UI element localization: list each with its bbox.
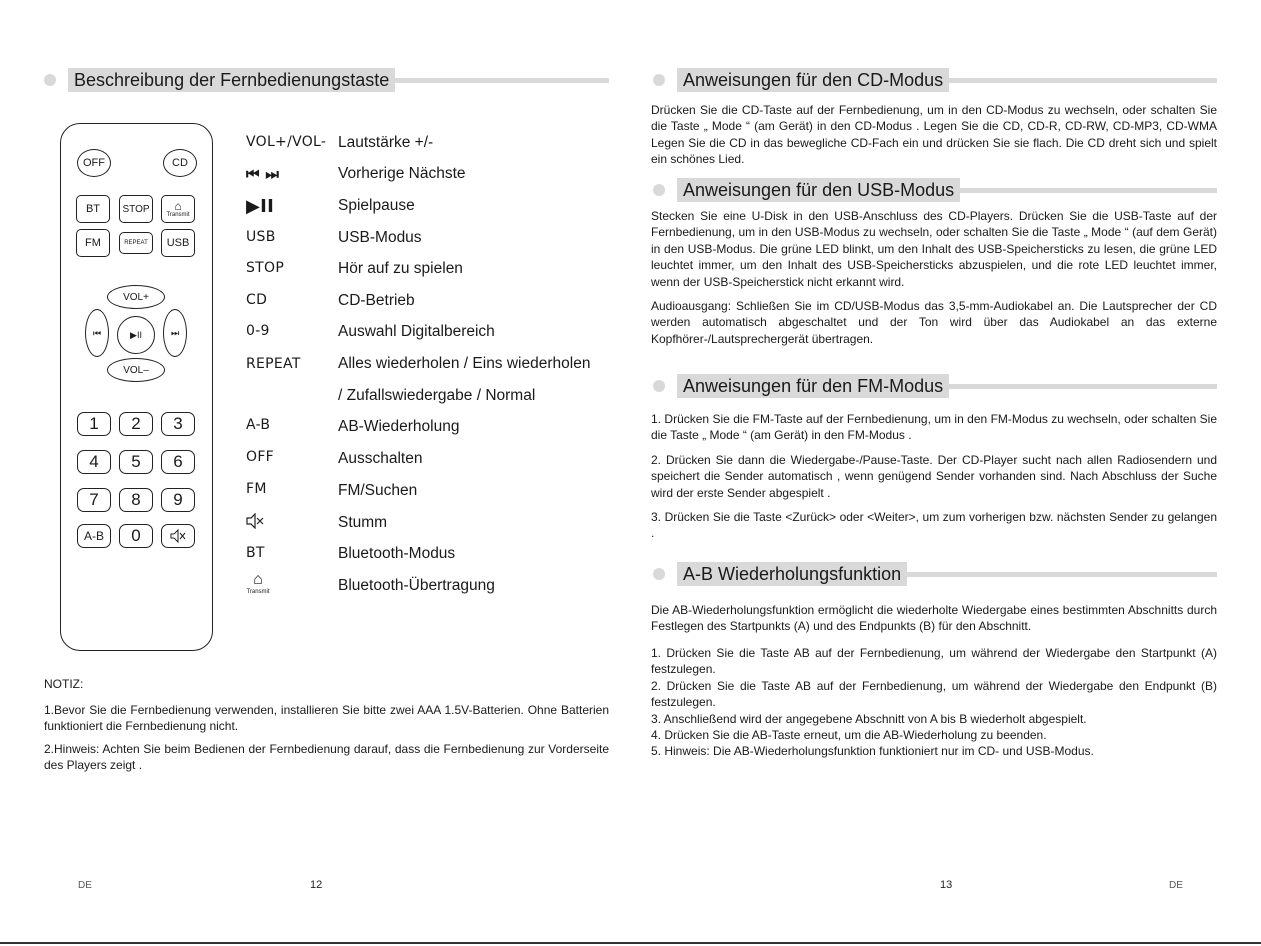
bullet-dot bbox=[653, 74, 665, 86]
heading-label: A-B Wiederholungsfunktion bbox=[677, 562, 907, 586]
note-2: 2.Hinweis: Achten Sie beim Bedienen der Fernbedienung darauf, dass die Fernbedienung zur Vorderseite des Players zeigt . bbox=[44, 742, 609, 773]
key-digits: 0-9 bbox=[246, 323, 270, 339]
key-mute-desc: Stumm bbox=[338, 514, 388, 531]
bullet-dot bbox=[653, 184, 665, 196]
transmit-key-label: Transmit bbox=[246, 589, 270, 595]
section-heading-usb bbox=[653, 178, 1217, 202]
heading-rule bbox=[949, 384, 1217, 389]
heading-label: Anweisungen für den CD-Modus bbox=[677, 68, 949, 92]
key-fm: FM bbox=[246, 481, 267, 497]
remote-key-1: 1 bbox=[77, 412, 111, 436]
key-ab: A-B bbox=[246, 417, 271, 433]
ab-step-3: 3. Anschließend wird der angegebene Abschnitt von A bis B wiederholt abgespielt. bbox=[651, 712, 1087, 726]
remote-key-5: 5 bbox=[119, 450, 153, 474]
key-prev-next-desc: Vorherige Nächste bbox=[338, 165, 466, 182]
remote-repeat-button: REPEAT bbox=[119, 232, 153, 254]
remote-vol-plus-button: VOL+ bbox=[107, 285, 165, 309]
mute-key-icon bbox=[246, 513, 264, 534]
remote-transmit-button bbox=[161, 195, 195, 223]
remote-prev-button bbox=[85, 309, 109, 357]
notiz-title: NOTIZ: bbox=[44, 677, 84, 691]
remote-next-button bbox=[163, 309, 187, 357]
key-bt: BT bbox=[246, 545, 265, 561]
page-number-left: 12 bbox=[310, 879, 323, 891]
remote-key-6: 6 bbox=[161, 450, 195, 474]
key-usb: USB bbox=[246, 229, 276, 245]
key-repeat-desc: Alles wiederholen / Eins wiederholen bbox=[338, 355, 591, 372]
remote-ab-button: A-B bbox=[77, 524, 111, 548]
transmit-key-icon: ⌂ Transmit bbox=[242, 572, 274, 596]
transmit-icon: ⌂ bbox=[174, 198, 182, 213]
bullet-dot bbox=[653, 568, 665, 580]
remote-vol-minus-button: VOL– bbox=[107, 358, 165, 382]
remote-cd-button: CD bbox=[163, 149, 197, 177]
remote-key-2: 2 bbox=[119, 412, 153, 436]
key-stop-desc: Hör auf zu spielen bbox=[338, 260, 463, 277]
remote-key-4: 4 bbox=[77, 450, 111, 474]
heading-rule bbox=[960, 188, 1217, 193]
key-bt-desc: Bluetooth-Modus bbox=[338, 545, 456, 562]
key-vol-desc: Lautstärke +/- bbox=[338, 134, 434, 151]
key-ab-desc: AB-Wiederholung bbox=[338, 418, 460, 435]
section-heading-cd bbox=[653, 68, 1217, 92]
heading-rule bbox=[907, 572, 1217, 577]
key-transmit-desc: Bluetooth-Übertragung bbox=[338, 577, 495, 594]
footer-lang-left: DE bbox=[78, 880, 92, 891]
remote-usb-button: USB bbox=[161, 229, 195, 257]
prev-next-icons: ⏮ ⏭ bbox=[246, 165, 280, 183]
key-usb-desc: USB-Modus bbox=[338, 229, 422, 246]
remote-key-8: 8 bbox=[119, 488, 153, 512]
ab-step-5: 5. Hinweis: Die AB-Wiederholungsfunktion funktioniert nur im CD- und USB-Modus. bbox=[651, 744, 1094, 758]
remote-stop-button: STOP bbox=[119, 195, 153, 223]
remote-bt-button: BT bbox=[76, 195, 110, 223]
prev-icon: ⏮ bbox=[92, 327, 102, 338]
bullet-dot bbox=[44, 74, 56, 86]
usb-text: Stecken Sie eine U-Disk in den USB-Anschluss des CD-Players. Drücken Sie die USB-Taste auf der Fernbedienung, um in den USB-Modus zu wechseln, oder schalten Sie die Taste „ Mode “ (auf dem Gerät) in den USB-Modus. Die grüne LED blinkt, um den Inhalt des USB-Speichersticks zu lesen, die grüne LED leuchtet immer, um den Inhalt des USB-Speichersticks abzuspielen, und die rote LED leuchtet immer, wenn der USB-Speicherstick nicht erkannt wird. bbox=[651, 209, 1217, 289]
key-off: OFF bbox=[246, 449, 275, 465]
key-cd-desc: CD-Betrieb bbox=[338, 292, 415, 309]
play-pause-key-icon: ▶II bbox=[246, 196, 275, 217]
remote-key-3: 3 bbox=[161, 412, 195, 436]
heading-rule bbox=[949, 78, 1217, 83]
ab-intro: Die AB-Wiederholungsfunktion ermöglicht die wiederholte Wiedergabe eines bestimmten Abschnitts durch Festlegen des Startpunkts (A) und des Endpunkts (B) für den Abschnitt. bbox=[651, 603, 1217, 634]
heading-label: Anweisungen für den FM-Modus bbox=[677, 374, 949, 398]
key-fm-desc: FM/Suchen bbox=[338, 482, 418, 499]
page-number-right: 13 bbox=[940, 879, 953, 891]
key-digits-desc: Auswahl Digitalbereich bbox=[338, 323, 495, 340]
heading-label: Beschreibung der Fernbedienungstaste bbox=[68, 68, 395, 92]
remote-control-illustration bbox=[60, 123, 213, 651]
remote-play-pause-button bbox=[117, 316, 155, 354]
key-repeat: REPEAT bbox=[246, 356, 301, 372]
ab-step-2: 2. Drücken Sie die Taste AB auf der Fernbedienung, um während der Wiedergabe den Endpunkt (B) festzulegen. bbox=[651, 679, 1217, 710]
key-repeat-desc-cont: / Zufallswiedergabe / Normal bbox=[338, 387, 536, 404]
next-icon: ⏭ bbox=[170, 327, 180, 338]
remote-key-9: 9 bbox=[161, 488, 195, 512]
ab-step-4: 4. Drücken Sie die AB-Taste erneut, um die AB-Wiederholung zu beenden. bbox=[651, 728, 1047, 742]
mute-icon bbox=[170, 529, 186, 543]
key-off-desc: Ausschalten bbox=[338, 450, 423, 467]
key-cd: CD bbox=[246, 292, 268, 308]
play-pause-icon: ▶II bbox=[130, 329, 142, 340]
audio-text: Audioausgang: Schließen Sie im CD/USB-Modus das 3,5-mm-Audiokabel an. Die Lautsprecher der CD werden automatisch abgeschaltet und der Ton wird über das Audiokabel an das externe Kopfhörer-/Lautsprechergerät übertragen. bbox=[651, 299, 1217, 346]
remote-mute-button bbox=[161, 524, 195, 548]
section-heading-remote bbox=[44, 68, 609, 92]
heading-label: Anweisungen für den USB-Modus bbox=[677, 178, 960, 202]
footer-lang-right: DE bbox=[1169, 880, 1183, 891]
remote-off-button: OFF bbox=[77, 149, 111, 177]
section-heading-fm bbox=[653, 374, 1217, 398]
heading-rule bbox=[395, 78, 609, 83]
remote-key-7: 7 bbox=[77, 488, 111, 512]
note-1: 1.Bevor Sie die Fernbedienung verwenden, installieren Sie bitte zwei AAA 1.5V-Batterien. Ohne Batterien funktioniert die Fernbedienung nicht. bbox=[44, 703, 609, 734]
key-play-desc: Spielpause bbox=[338, 197, 415, 214]
key-stop: STOP bbox=[246, 260, 285, 276]
fm-step-3: 3. Drücken Sie die Taste <Zurück> oder <Weiter>, um zum vorherigen bzw. nächsten Sender zu gelangen . bbox=[651, 510, 1217, 541]
key-vol: VOL+/VOL- bbox=[246, 134, 327, 150]
transmit-small-label: Transmit bbox=[166, 211, 190, 218]
fm-step-1: 1. Drücken Sie die FM-Taste auf der Fernbedienung, um in den FM-Modus zu wechseln, oder schalten Sie die Taste „ Mode “ (am Gerät) in den FM-Modus . bbox=[651, 412, 1217, 443]
bullet-dot bbox=[653, 380, 665, 392]
remote-key-0: 0 bbox=[119, 524, 153, 548]
cd-text: Drücken Sie die CD-Taste auf der Fernbedienung, um in den CD-Modus zu wechseln, oder schalten Sie die Taste „ Mode “ (am Gerät) in den CD-Modus . Legen Sie die CD, CD-R, CD-RW, CD-MP3, CD-WMA Legen Sie die CD in das bewegliche CD-Fach ein und drücken Sie sie flach. Die CD dreht sich und spielt ein schönes Lied. bbox=[651, 103, 1217, 167]
section-heading-ab bbox=[653, 562, 1217, 586]
bottom-border-line bbox=[0, 942, 1261, 944]
ab-step-1: 1. Drücken Sie die Taste AB auf der Fernbedienung, um während der Wiedergabe den Startpunkt (A) festzulegen. bbox=[651, 646, 1217, 677]
fm-step-2: 2. Drücken Sie dann die Wiedergabe-/Pause-Taste. Der CD-Player sucht nach allen Radiosendern und speichert die Sender automatisch , wenn genügend Sender vorhanden sind. Nach Abschluss der Suche wird der erste Sender abgespielt . bbox=[651, 453, 1217, 500]
remote-fm-button: FM bbox=[76, 229, 110, 257]
